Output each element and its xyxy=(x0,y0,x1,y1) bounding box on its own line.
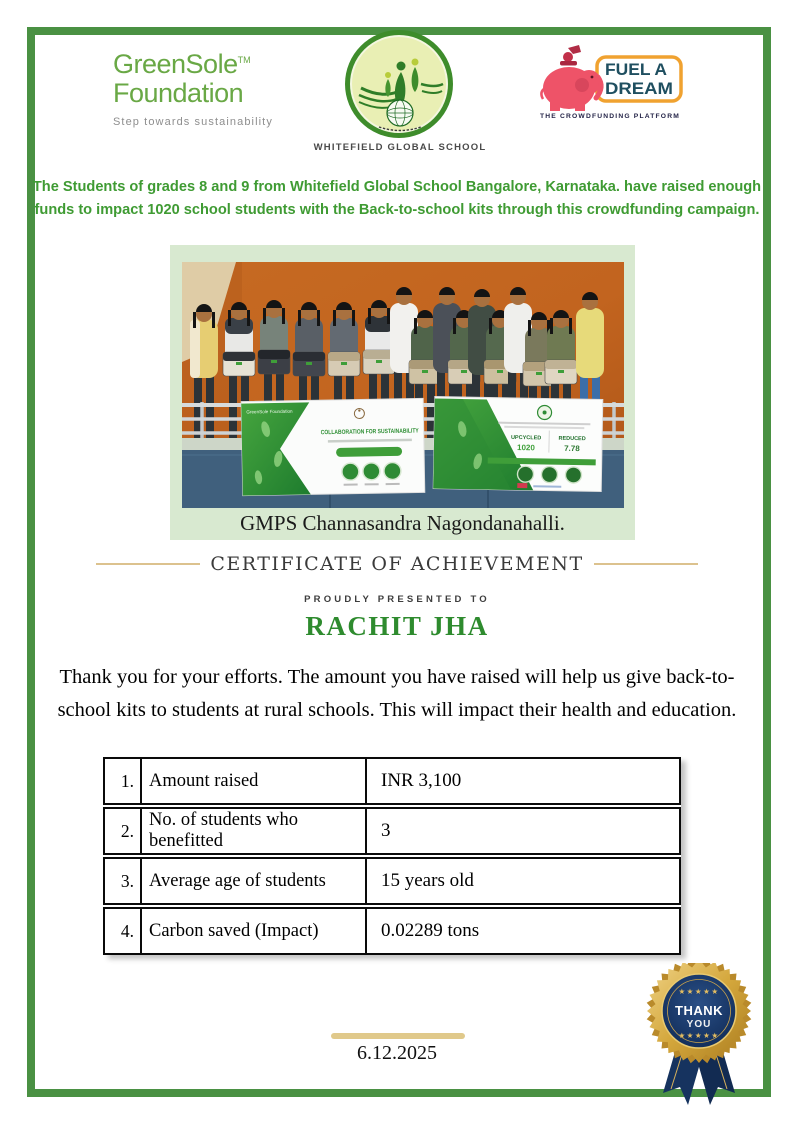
greensole-trademark: TM xyxy=(237,55,251,65)
impact-table xyxy=(103,757,681,955)
greensole-title: GreenSole xyxy=(113,49,238,79)
photo-caption: GMPS Channasandra Nagondanahalli. xyxy=(240,511,565,535)
fuel-a-dream-logo xyxy=(535,44,685,126)
elephant-icon xyxy=(541,45,601,111)
row-value: 0.02289 tons xyxy=(381,920,480,941)
photo-banner-right xyxy=(433,397,603,492)
photo-banner-left xyxy=(241,398,442,495)
impact-statement xyxy=(0,176,794,222)
presented-to-label: PROUDLY PRESENTED TO xyxy=(304,594,490,605)
fuel-a-dream-title-1: FUEL A xyxy=(605,61,668,79)
whitefield-school-caption: WHITEFIELD GLOBAL SCHOOL xyxy=(313,142,487,153)
banner-right-reduced-value: 7.78 xyxy=(564,443,580,454)
row-number: 3. xyxy=(105,859,142,903)
table-row xyxy=(103,757,681,805)
table-row xyxy=(103,857,681,905)
impact-statement-line1: The Students of grades 8 and 9 from Whitefield Global School Bangalore, Karnataka. have raised enough xyxy=(32,179,762,195)
row-label: Carbon saved (Impact) xyxy=(142,909,367,953)
banner-right-upcycled-value: 1020 xyxy=(516,443,535,453)
thank-you-message-line2: school kits to students at rural schools. This will impact their health and education. xyxy=(57,699,737,721)
banner-right-reduced-label: REDUCED xyxy=(558,435,586,443)
banner-right-upcycled-label: UPCYCLED xyxy=(510,434,542,442)
row-label: Average age of students xyxy=(142,859,367,903)
greensole-tagline: Step towards sustainability xyxy=(113,116,273,128)
banner-left-brand: GreenSole Foundation xyxy=(246,408,293,415)
badge-word-thank: THANK xyxy=(675,1003,723,1018)
certificate-date: 6.12.2025 xyxy=(357,1042,437,1064)
fuel-a-dream-title-2: DREAM xyxy=(605,80,673,98)
row-value: 15 years old xyxy=(381,870,474,891)
fuel-a-dream-tagline: THE CROWDFUNDING PLATFORM xyxy=(540,113,680,120)
school-group-photo xyxy=(182,262,624,508)
school-photo-frame xyxy=(170,245,635,540)
impact-statement-line2: funds to impact 1020 school students with the Back-to-school kits through this crowdfunding campaign. xyxy=(34,202,760,218)
date-gold-rule xyxy=(331,1033,465,1039)
row-number: 1. xyxy=(105,759,142,803)
gold-rule-right xyxy=(594,563,698,565)
greensole-logo xyxy=(113,48,273,135)
certificate-heading: CERTIFICATE OF ACHIEVEMENT xyxy=(210,553,584,575)
row-value: INR 3,100 xyxy=(381,770,462,791)
badge-stars-bottom: ★★★★★ xyxy=(678,1031,720,1040)
row-value: 3 xyxy=(381,820,391,841)
greensole-subtitle: Foundation xyxy=(113,78,244,108)
row-number: 2. xyxy=(105,809,142,853)
whitefield-school-logo-icon xyxy=(343,28,455,140)
badge-stars-top: ★★★★★ xyxy=(678,987,720,996)
thank-you-message-line1: Thank you for your efforts. The amount you have raised will help us give back-to- xyxy=(59,666,735,688)
thank-you-badge xyxy=(633,963,765,1111)
banner-left-title: COLLABORATION FOR SUSTAINABILITY xyxy=(320,427,442,437)
badge-word-you: YOU xyxy=(686,1019,712,1030)
table-row xyxy=(103,807,681,855)
recipient-name: RACHIT JHA xyxy=(305,611,489,641)
gold-rule-left xyxy=(96,563,200,565)
thank-you-message xyxy=(27,661,767,727)
row-label: Amount raised xyxy=(142,759,367,803)
row-label: No. of students who benefitted xyxy=(142,809,367,853)
row-number: 4. xyxy=(105,909,142,953)
certificate-heading-row xyxy=(0,553,794,575)
table-row xyxy=(103,907,681,955)
